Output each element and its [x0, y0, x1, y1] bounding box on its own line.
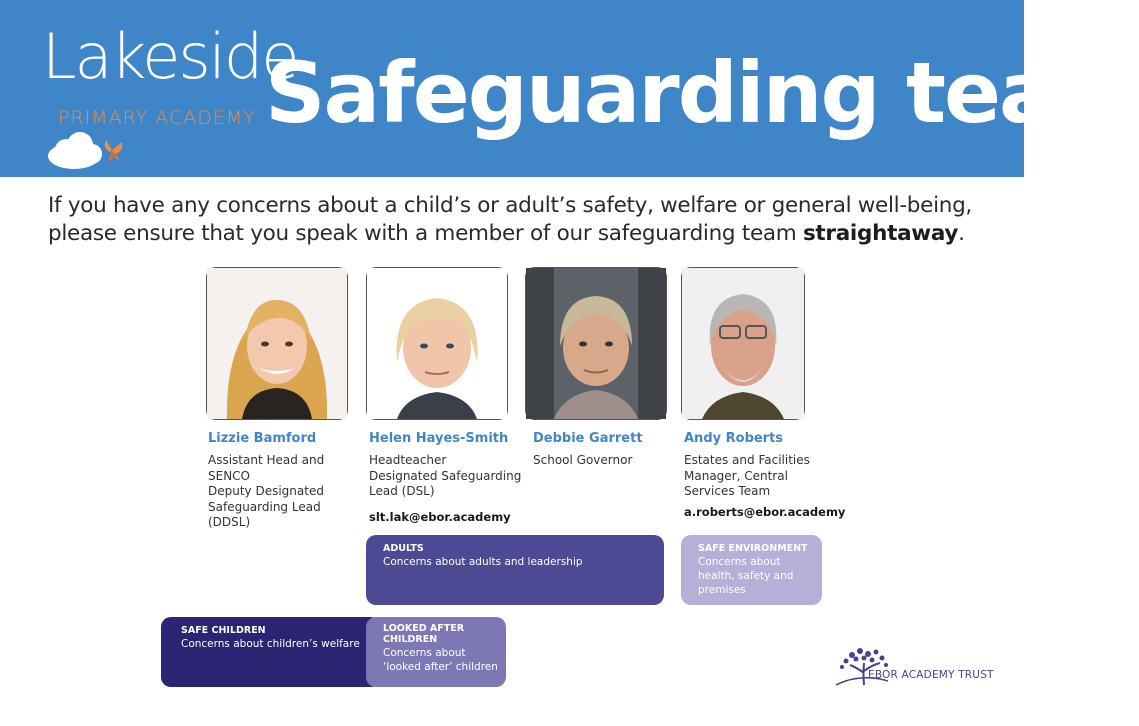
- photo-andy-roberts: [681, 267, 805, 420]
- person-role: Estates and Facilities Manager, Central Services Team: [684, 453, 810, 498]
- email-link[interactable]: slt.lak@ebor.academy: [369, 510, 511, 524]
- page-title: Safeguarding team: [265, 44, 1139, 142]
- logo-subtitle: PRIMARY ACADEMY: [58, 107, 256, 129]
- area-title: SAFE ENVIRONMENT: [698, 543, 808, 554]
- person-role: Assistant Head and SENCO Deputy Designated Safeguarding Lead (DDSL): [208, 453, 325, 529]
- area-title: ADULTS: [383, 543, 424, 554]
- photo-helen-hayes-smith: [366, 267, 508, 420]
- person-name: Debbie Garrett: [533, 431, 643, 446]
- logo-name: Lakeside: [42, 20, 298, 93]
- area-desc: Concerns about health, safety and premises: [698, 556, 794, 596]
- area-desc: Concerns about adults and leadership: [383, 556, 583, 568]
- area-desc: Concerns about children’s welfare: [181, 638, 360, 650]
- area-title: LOOKED AFTER CHILDREN: [383, 623, 465, 645]
- cloud-icon: [44, 128, 134, 172]
- photo-lizzie-bamford: [206, 267, 348, 420]
- email-link[interactable]: a.roberts@ebor.academy: [684, 505, 846, 519]
- tree-icon: [830, 645, 990, 690]
- area-safe-children: [161, 617, 381, 687]
- header-banner: [0, 0, 1139, 177]
- area-adults: [366, 535, 664, 605]
- person-role: Headteacher Designated Safeguarding Lead (DSL): [369, 453, 522, 498]
- person-name: Lizzie Bamford: [208, 431, 317, 446]
- area-title: SAFE CHILDREN: [181, 625, 266, 636]
- intro-body: If you have any concerns about a child’s or adult’s safety, welfare or general well-being, please ensure that you speak with a member of our safeguarding team: [48, 193, 972, 246]
- area-looked-after-children: [366, 617, 506, 687]
- person-role: School Governor: [533, 453, 633, 467]
- photo-debbie-garrett: [525, 267, 667, 420]
- area-desc: Concerns about ‘looked after’ children: [383, 647, 498, 673]
- intro-text: [48, 192, 998, 248]
- person-name: Andy Roberts: [684, 431, 784, 446]
- trust-name: EBOR ACADEMY TRUST: [868, 669, 994, 681]
- butterfly-icon: [105, 140, 123, 161]
- person-name: Helen Hayes-Smith: [369, 431, 509, 446]
- intro-emphasis: straightaway: [802, 221, 959, 246]
- area-safe-environment: [681, 535, 822, 605]
- intro-end: .: [958, 221, 965, 246]
